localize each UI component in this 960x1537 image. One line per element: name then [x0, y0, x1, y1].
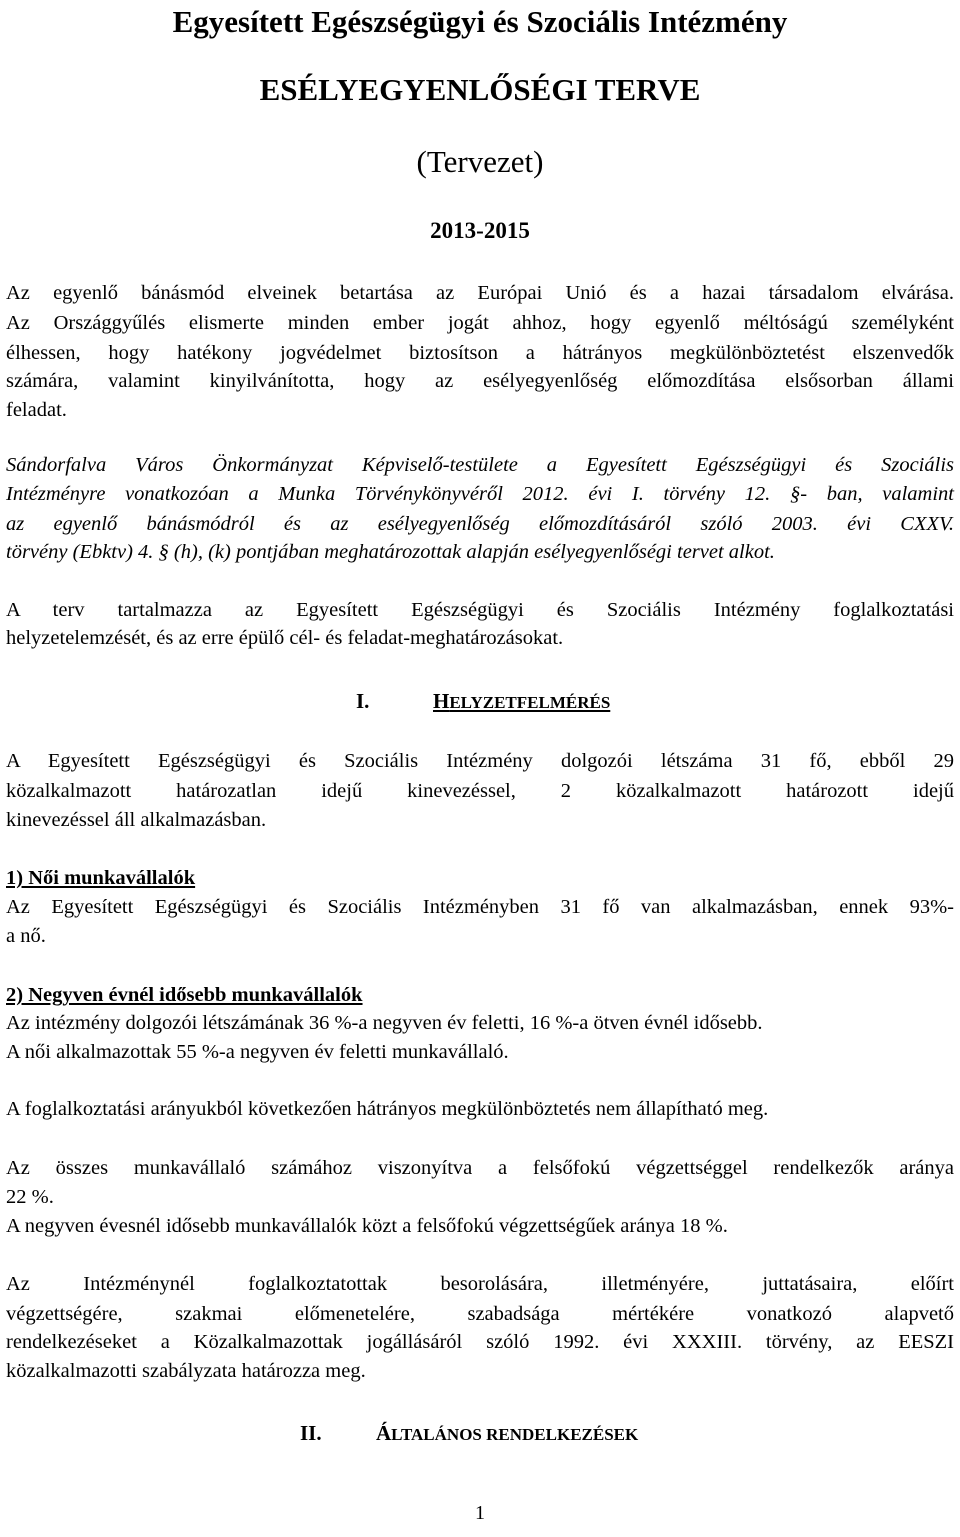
text-line: Az összes munkavállaló számához viszonyítva a felsőfokú végzettséggel rendelkezők aránya — [6, 1157, 954, 1179]
text-line: az egyenlő bánásmódról és az esélyegyenlőség előmozdításáról szóló 2003. évi CXXV. — [6, 513, 954, 535]
text-line: A terv tartalmazza az Egyesített Egészségügyi és Szociális Intézmény foglalkoztatási — [6, 599, 954, 621]
text-line: rendelkezéseket a Közalkalmazottak jogállásáról szóló 1992. évi XXXIII. törvény, az EESZI — [6, 1331, 954, 1353]
text-line: Sándorfalva Város Önkormányzat Képviselő-testülete a Egyesített Egészségügyi és Szociális — [6, 454, 954, 476]
text-line: A női alkalmazottak 55 %-a negyven év feletti munkavállaló. — [6, 1041, 509, 1063]
subsection-2-title: 2) Negyven évnél idősebb munkavállalók — [6, 984, 363, 1006]
text-line: a nő. — [6, 925, 46, 947]
plan-title: ESÉLYEGYENLŐSÉGI TERVE — [259, 72, 701, 107]
text-line: Az intézmény dolgozói létszámának 36 %-a negyven év feletti, 16 %-a ötven évnél idősebb. — [6, 1012, 763, 1034]
text-line: Az Országgyűlés elismerte minden ember jogát ahhoz, hogy egyenlő méltóságú személyként — [6, 312, 954, 334]
text-line: törvény (Ebktv) 4. § (h), (k) pontjában meghatározottak alapján esélyegyenlőségi tervet alkot. — [6, 541, 775, 563]
section-2-title — [376, 1419, 638, 1449]
subsection-1-title: 1) Női munkavállalók — [6, 867, 196, 889]
text-line: feladat. — [6, 399, 67, 421]
section-1-number: I. — [356, 689, 370, 713]
text-line: A negyven évesnél idősebb munkavállalók közt a felsőfokú végzettségűek aránya 18 %. — [6, 1215, 728, 1237]
section-1-title — [433, 687, 610, 717]
text-line: 22 %. — [6, 1186, 54, 1208]
text-line: Az egyenlő bánásmód elveinek betartása az Európai Unió és a hazai társadalom elvárása. — [6, 282, 954, 304]
institution-title: Egyesített Egészségügyi és Szociális Intézmény — [172, 4, 788, 39]
text-line: Az Intézménynél foglalkoztatottak besorolására, illetményére, juttatásaira, előírt — [6, 1273, 954, 1295]
text-line: kinevezéssel áll alkalmazásban. — [6, 809, 267, 831]
page-number: 1 — [475, 1502, 485, 1524]
text-line: közalkalmazott határozatlan idejű kinevezéssel, 2 közalkalmazott határozott idejű — [6, 780, 954, 802]
text-line: számára, valamint kinyilvánította, hogy az esélyegyenlőség előmozdítása elsősorban állami — [6, 370, 954, 392]
draft-label: (Tervezet) — [416, 144, 544, 179]
years-label: 2013-2015 — [430, 218, 530, 243]
text-line: Az Egyesített Egészségügyi és Szociális Intézményben 31 fő van alkalmazásban, ennek 93%- — [6, 896, 954, 918]
section-2-title-initial: Á — [376, 1421, 392, 1445]
section-1-title-rest: ELYZETFELMÉRÉS — [449, 693, 611, 712]
text-line: közalkalmazotti szabályzata határozza meg. — [6, 1360, 366, 1382]
text-line: végzettségére, szakmai előmenetelére, szabadsága mértékére vonatkozó alapvető — [6, 1303, 954, 1325]
text-line: Intézményre vonatkozóan a Munka Törvénykönyvéről 2012. évi I. törvény 12. §- ban, valamint — [6, 483, 954, 505]
text-line: A Egyesített Egészségügyi és Szociális Intézmény dolgozói létszáma 31 fő, ebből 29 — [6, 750, 954, 772]
section-2-number: II. — [300, 1421, 322, 1445]
text-line: helyzetelemzését, és az erre épülő cél- és feladat-meghatározásokat. — [6, 627, 564, 649]
section-2-title-rest: LTALÁNOS RENDELKEZÉSEK — [391, 1425, 639, 1444]
text-line: A foglalkoztatási arányukból következően hátrányos megkülönböztetés nem állapítható meg. — [6, 1098, 769, 1120]
section-1-title-initial: H — [433, 689, 450, 713]
text-line: élhessen, hogy hatékony jogvédelmet biztosítson a hátrányos megkülönböztetést elszenvedők — [6, 342, 954, 364]
